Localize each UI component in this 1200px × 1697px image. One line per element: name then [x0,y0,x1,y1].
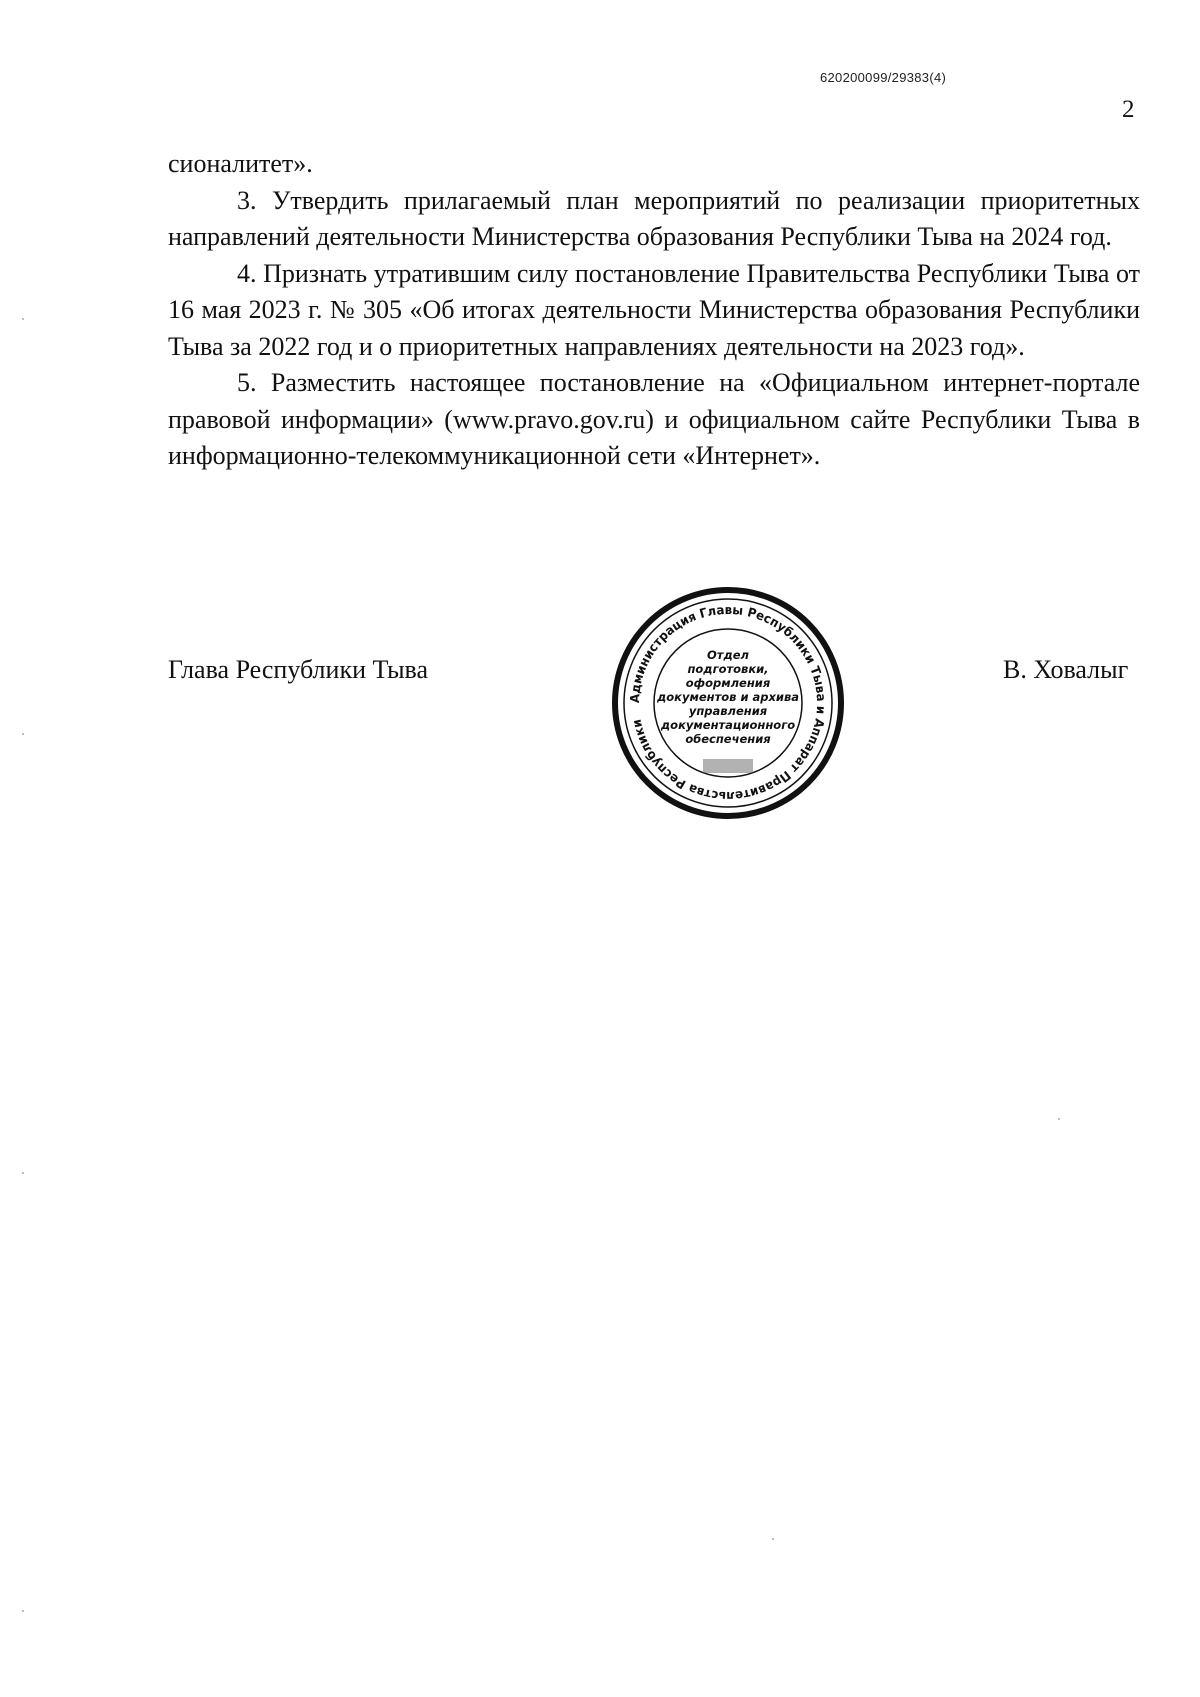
scan-speck [772,1538,774,1540]
seal-line: документов и архива [656,690,800,704]
seal-graphic [608,583,848,823]
seal-line: Отдел [707,648,749,662]
seal-ring-text: Администрация Главы Республики Тыва и Аппарат Правительства Республики [626,601,830,805]
scan-speck [1058,1118,1060,1120]
signatory-name: В. Ховалыг [1003,655,1129,684]
seal-line: подготовки, [687,662,769,676]
paragraph-3: 3. Утвердить прилагаемый план мероприятий по реализации приоритетных направлений деятельности Министерства образования Республики Тыва на 2024 год. [168,185,1140,251]
scan-speck [22,1172,24,1174]
seal-line: оформления [685,676,771,690]
scan-speck [22,1610,24,1612]
paragraph-5: 5. Разместить настоящее постановление на «Официальном интернет-портале правовой информации» (www.pravo.gov.ru) и официальном сайте Республики Тыва в информационно-телекоммуникационной сети «Интернет». [168,368,1140,470]
document-body [168,146,1140,475]
page-number: 2 [1122,96,1135,123]
scan-speck [22,733,24,735]
signatory-title: Глава Республики Тыва [168,655,429,684]
seal-line: управления [688,704,768,718]
continuation-line: сионалитет». [168,149,313,178]
scan-speck [22,318,24,320]
seal-line: документационного [660,718,796,732]
official-seal [608,583,848,823]
doc-code: 620200099/29383(4) [820,70,947,85]
seal-center-lines [656,648,799,746]
paragraph-4: 4. Признать утратившим силу постановление Правительства Республики Тыва от 16 мая 2023 г. № 305 «Об итогах деятельности Министерства образования Республики Тыва за 2022 год и о приоритетных направлениях деятельности на 2023 год». [168,258,1140,361]
seal-smudge [703,759,753,773]
seal-line: обеспечения [685,732,771,746]
